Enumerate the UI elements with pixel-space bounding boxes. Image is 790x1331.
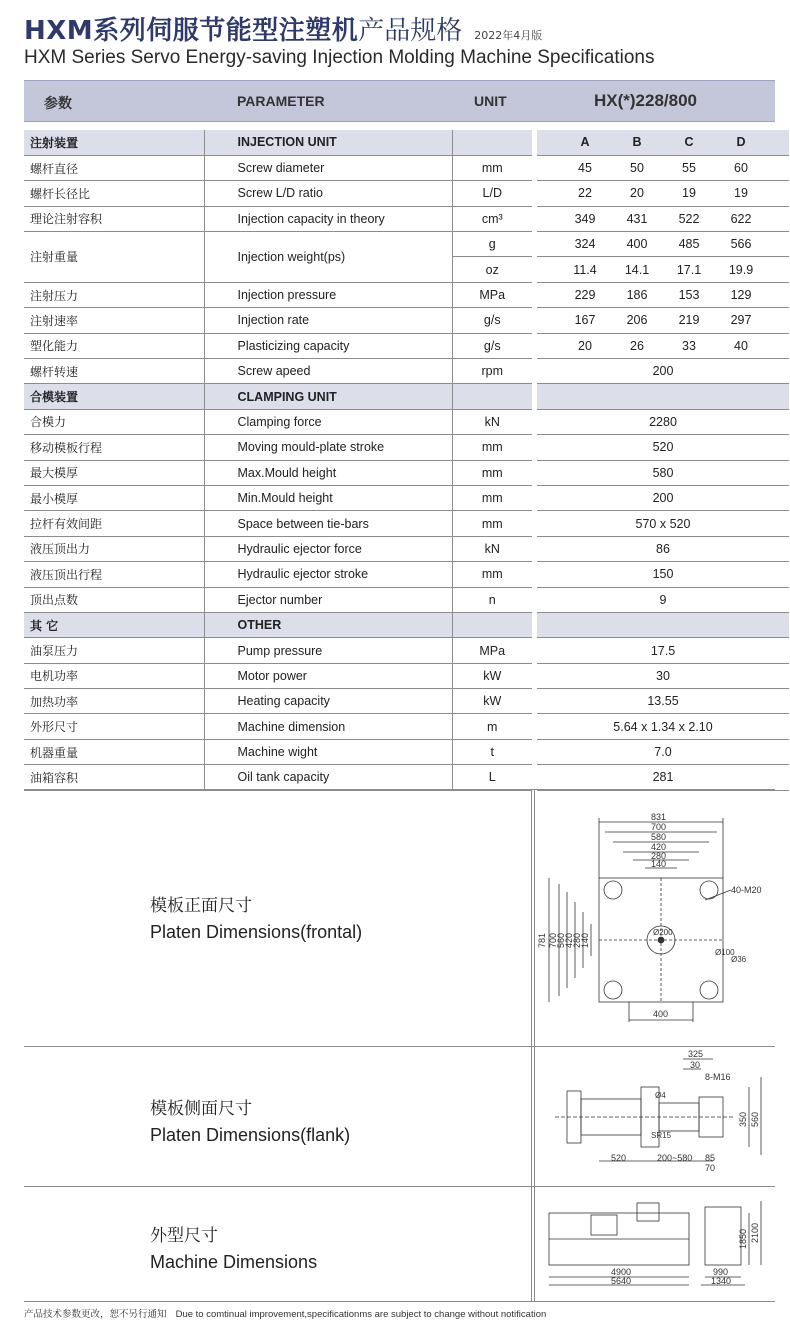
dim-label-520: 520 [611, 1153, 627, 1163]
param-unit: t [452, 739, 532, 764]
value-pad [767, 308, 789, 333]
flank-caption-cn: 模板侧面尺寸 [150, 1099, 252, 1119]
platen-frontal-drawing [535, 790, 775, 1047]
param-name-cn: 液压顶出力 [24, 536, 204, 561]
param-name-cn: 机器重量 [24, 739, 204, 764]
dim-label-1850: 1850 [738, 1228, 748, 1249]
value-cell [537, 612, 789, 637]
footer-note-cn: 产品技术参数更改，恕不另行通知 [24, 1309, 167, 1320]
param-name-cn: 最大模厚 [24, 460, 204, 485]
param-value: 30 [537, 663, 789, 688]
section-title-en: OTHER [204, 612, 452, 637]
spec-row [24, 485, 789, 510]
param-name-en: Ejector number [204, 587, 452, 612]
flank-thread-label: 8-M16 [705, 1072, 731, 1082]
param-name-cn: 螺杆长径比 [24, 181, 204, 206]
param-value: 153 [663, 282, 715, 307]
dim-label-325: 325 [688, 1049, 704, 1059]
param-name-cn: 螺杆直径 [24, 155, 204, 180]
dim-label-4900: 4900 [611, 1267, 632, 1277]
param-value: 622 [715, 206, 767, 231]
sr15-label: SR15 [651, 1131, 672, 1140]
spec-row [24, 663, 789, 688]
section-header-row [24, 612, 789, 637]
param-name-cn: 理论注射容积 [24, 206, 204, 231]
value-pad [537, 282, 559, 307]
param-unit: g/s [452, 333, 532, 358]
param-value: 570 x 520 [537, 511, 789, 536]
value-pad [537, 232, 559, 257]
param-value: 150 [537, 562, 789, 587]
title-english: HXM Series Servo Energy-saving Injection Molding Machine Specifications [24, 47, 655, 68]
param-unit: kN [452, 409, 532, 434]
param-value: 186 [611, 282, 663, 307]
diameter-4-label: Ø4 [655, 1091, 666, 1100]
spec-row [24, 765, 789, 790]
dim-label-420: 420 [651, 842, 667, 852]
value-pad [537, 181, 559, 206]
title-brand: HXM [24, 16, 94, 46]
dim-label-h280: 280 [572, 932, 582, 948]
param-value: 2280 [537, 409, 789, 434]
spec-row [24, 232, 789, 257]
param-name-cn: 注射速率 [24, 308, 204, 333]
dim-label-280: 280 [651, 851, 667, 861]
machine-drawing-cell [534, 1187, 775, 1301]
param-value: 17.1 [663, 257, 715, 282]
param-name-en: Machine wight [204, 739, 452, 764]
dim-label-h560: 560 [556, 932, 566, 948]
param-name-en: Min.Mould height [204, 485, 452, 510]
spec-row [24, 689, 789, 714]
param-name-cn: 油箱容积 [24, 765, 204, 790]
param-name-en: Screw diameter [204, 155, 452, 180]
param-name-en: Space between tie-bars [204, 511, 452, 536]
machine-dimension-panel [24, 1186, 775, 1302]
value-pad [767, 282, 789, 307]
param-unit: oz [452, 257, 532, 282]
flank-caption-cell [24, 1047, 532, 1186]
param-name-en: Injection weight(ps) [204, 232, 452, 283]
param-name-en: Clamping force [204, 409, 452, 434]
param-unit: mm [452, 435, 532, 460]
frontal-drawing-cell [534, 790, 775, 1046]
param-value: 40 [715, 333, 767, 358]
frontal-caption-en: Platen Dimensions(frontal) [150, 922, 363, 942]
param-name-en: Moving mould-plate stroke [204, 435, 452, 460]
spec-row [24, 333, 789, 358]
param-unit: g [452, 232, 532, 257]
control-panel [591, 1215, 617, 1235]
machine-caption-cn: 外型尺寸 [150, 1226, 218, 1246]
param-value: 520 [537, 435, 789, 460]
param-value: 431 [611, 206, 663, 231]
spec-row [24, 308, 789, 333]
param-value: 17.5 [537, 638, 789, 663]
machine-caption-en: Machine Dimensions [150, 1252, 318, 1272]
section-title-en: INJECTION UNIT [204, 130, 452, 155]
spec-row [24, 739, 789, 764]
param-unit: mm [452, 511, 532, 536]
value-pad [537, 333, 559, 358]
param-name-en: Oil tank capacity [204, 765, 452, 790]
param-value: 5.64 x 1.34 x 2.10 [537, 714, 789, 739]
param-value: 26 [611, 333, 663, 358]
param-unit: kN [452, 536, 532, 561]
section-title-cn: 其 它 [24, 612, 204, 637]
dim-label-400: 400 [653, 1009, 669, 1019]
spec-row [24, 409, 789, 434]
param-value: 22 [559, 181, 611, 206]
param-unit: mm [452, 155, 532, 180]
spec-row [24, 714, 789, 739]
section-header-row [24, 130, 789, 155]
unit-cell [452, 384, 532, 409]
hopper [637, 1203, 659, 1221]
param-name-cn: 注射重量 [24, 232, 204, 283]
footer-note [24, 1306, 546, 1320]
dim-label-h420: 420 [564, 932, 574, 948]
flank-dimension-panel [24, 1046, 775, 1186]
param-name-en: Machine dimension [204, 714, 452, 739]
param-value: 580 [537, 460, 789, 485]
diameter-36-label: Ø36 [731, 955, 747, 964]
machine-caption-cell [24, 1187, 532, 1301]
param-name-cn: 顶出点数 [24, 587, 204, 612]
param-name-en: Motor power [204, 663, 452, 688]
section-title-en: CLAMPING UNIT [204, 384, 452, 409]
value-cell [537, 384, 789, 409]
tie-bar-hole [604, 981, 622, 999]
param-unit: cm³ [452, 206, 532, 231]
param-name-cn: 螺杆转速 [24, 359, 204, 384]
param-name-en: Hydraulic ejector force [204, 536, 452, 561]
dim-label-781: 781 [537, 932, 547, 948]
spec-row [24, 181, 789, 206]
param-name-cn: 加热功率 [24, 689, 204, 714]
param-value: 200 [537, 485, 789, 510]
param-value: 349 [559, 206, 611, 231]
machine-caption [150, 1223, 317, 1275]
dim-label-990: 990 [713, 1267, 729, 1277]
dim-label-831: 831 [651, 812, 667, 822]
param-value: 19.9 [715, 257, 767, 282]
param-value: 13.55 [537, 689, 789, 714]
param-name-en: Heating capacity [204, 689, 452, 714]
param-name-en: Pump pressure [204, 638, 452, 663]
dim-label-70: 70 [705, 1163, 716, 1173]
machine-outline-drawing [535, 1187, 775, 1303]
param-name-en: Hydraulic ejector stroke [204, 562, 452, 587]
param-value: 167 [559, 308, 611, 333]
value-pad [767, 181, 789, 206]
param-unit: MPa [452, 638, 532, 663]
param-name-en: Injection rate [204, 308, 452, 333]
spec-header-bar [24, 80, 775, 122]
value-pad [537, 130, 559, 155]
spec-row [24, 206, 789, 231]
param-unit: L/D [452, 181, 532, 206]
spec-table-body [24, 130, 789, 790]
thread-label: 40-M20 [731, 885, 762, 895]
section-header-row [24, 384, 789, 409]
dim-label-85: 85 [705, 1153, 716, 1163]
param-unit: g/s [452, 308, 532, 333]
param-value: 33 [663, 333, 715, 358]
param-value: 14.1 [611, 257, 663, 282]
platen-flank-drawing [535, 1047, 775, 1187]
param-name-en: Injection capacity in theory [204, 206, 452, 231]
dim-label-5640: 5640 [611, 1276, 632, 1286]
flank-caption [150, 1096, 350, 1148]
param-value: 400 [611, 232, 663, 257]
diameter-200-label: Ø200 [653, 928, 673, 937]
dim-label-h140: 140 [580, 932, 590, 948]
frontal-caption-cn: 模板正面尺寸 [150, 896, 252, 916]
param-value: 324 [559, 232, 611, 257]
param-value: 297 [715, 308, 767, 333]
param-value: 229 [559, 282, 611, 307]
header-model: HX(*)228/800 [594, 91, 698, 110]
dim-label-580: 580 [651, 832, 667, 842]
dim-label-30: 30 [690, 1060, 701, 1070]
param-value: 219 [663, 308, 715, 333]
param-name-cn: 油泵压力 [24, 638, 204, 663]
value-pad [537, 206, 559, 231]
param-value: 206 [611, 308, 663, 333]
flank-caption-en: Platen Dimensions(flank) [150, 1125, 351, 1145]
param-name-en: Max.Mould height [204, 460, 452, 485]
dim-label-h700: 700 [548, 932, 558, 948]
dim-label-200-580: 200~580 [657, 1153, 693, 1163]
unit-cell [452, 130, 532, 155]
param-unit: m [452, 714, 532, 739]
value-pad [767, 130, 789, 155]
spec-row [24, 282, 789, 307]
spec-row [24, 638, 789, 663]
param-value: 86 [537, 536, 789, 561]
param-value: 9 [537, 587, 789, 612]
param-unit: mm [452, 460, 532, 485]
tie-bar-hole [700, 981, 718, 999]
value-pad [537, 155, 559, 180]
page-header [24, 10, 774, 69]
param-value: 45 [559, 155, 611, 180]
dim-label-560-v: 560 [750, 1111, 760, 1127]
param-unit: n [452, 587, 532, 612]
value-pad [767, 333, 789, 358]
value-pad [767, 155, 789, 180]
param-value: 50 [611, 155, 663, 180]
value-pad [767, 257, 789, 282]
frontal-dimension-panel [24, 789, 775, 1046]
frontal-caption-cell [24, 790, 532, 1046]
param-name-cn: 拉杆有效间距 [24, 511, 204, 536]
param-value: 20 [559, 333, 611, 358]
unit-cell [452, 612, 532, 637]
spec-row [24, 460, 789, 485]
param-unit: mm [452, 485, 532, 510]
variant-column-label: A [559, 130, 611, 155]
spec-row [24, 359, 789, 384]
variant-column-label: C [663, 130, 715, 155]
param-value: 19 [715, 181, 767, 206]
spec-row [24, 587, 789, 612]
spec-row [24, 155, 789, 180]
value-pad [537, 308, 559, 333]
variant-column-label: D [715, 130, 767, 155]
param-value: 522 [663, 206, 715, 231]
param-value: 60 [715, 155, 767, 180]
param-value: 281 [537, 765, 789, 790]
dim-label-1340: 1340 [711, 1276, 732, 1286]
header-parameter-en: PARAMETER [237, 93, 325, 109]
param-name-en: Screw apeed [204, 359, 452, 384]
edition-date: 2022年4月版 [474, 29, 543, 42]
value-pad [767, 232, 789, 257]
param-name-cn: 最小模厚 [24, 485, 204, 510]
value-pad [767, 206, 789, 231]
param-name-cn: 外形尺寸 [24, 714, 204, 739]
variant-column-label: B [611, 130, 663, 155]
param-unit: L [452, 765, 532, 790]
param-name-cn: 移动模板行程 [24, 435, 204, 460]
param-value: 11.4 [559, 257, 611, 282]
tie-bar-hole [604, 881, 622, 899]
dim-label-2100: 2100 [750, 1222, 760, 1243]
param-value: 485 [663, 232, 715, 257]
machine-end-body [705, 1207, 741, 1265]
diameter-100-label: Ø100 [715, 948, 735, 957]
spec-row [24, 435, 789, 460]
param-value: 55 [663, 155, 715, 180]
param-name-en: Screw L/D ratio [204, 181, 452, 206]
section-title-cn: 注射装置 [24, 130, 204, 155]
title-cn-bold: 系列伺服节能型注塑机 [93, 16, 359, 46]
title-line [24, 10, 774, 47]
dim-label-350: 350 [738, 1111, 748, 1127]
param-value: 200 [537, 359, 789, 384]
param-value: 129 [715, 282, 767, 307]
param-name-cn: 注射压力 [24, 282, 204, 307]
dim-label-140: 140 [651, 859, 667, 869]
spec-row [24, 562, 789, 587]
spec-row [24, 511, 789, 536]
param-unit: kW [452, 663, 532, 688]
param-unit: kW [452, 689, 532, 714]
param-name-cn: 塑化能力 [24, 333, 204, 358]
param-value: 566 [715, 232, 767, 257]
param-name-en: Injection pressure [204, 282, 452, 307]
param-name-cn: 液压顶出行程 [24, 562, 204, 587]
param-value: 19 [663, 181, 715, 206]
frontal-caption [150, 893, 362, 945]
flank-drawing-cell [534, 1047, 775, 1186]
header-unit: UNIT [474, 93, 507, 109]
value-pad [537, 257, 559, 282]
param-value: 7.0 [537, 739, 789, 764]
header-parameter-cn: 参数 [44, 96, 72, 112]
param-unit: rpm [452, 359, 532, 384]
section-title-cn: 合模装置 [24, 384, 204, 409]
title-cn-light: 产品规格 [358, 16, 463, 46]
param-name-cn: 电机功率 [24, 663, 204, 688]
spec-row [24, 536, 789, 561]
spec-table [24, 130, 789, 791]
dim-label-700: 700 [651, 822, 667, 832]
param-name-en: Plasticizing capacity [204, 333, 452, 358]
param-name-cn: 合模力 [24, 409, 204, 434]
param-unit: MPa [452, 282, 532, 307]
param-unit: mm [452, 562, 532, 587]
footer-note-en: Due to comtinual improvement,specificationms are subject to change without notification [175, 1309, 547, 1320]
param-value: 20 [611, 181, 663, 206]
